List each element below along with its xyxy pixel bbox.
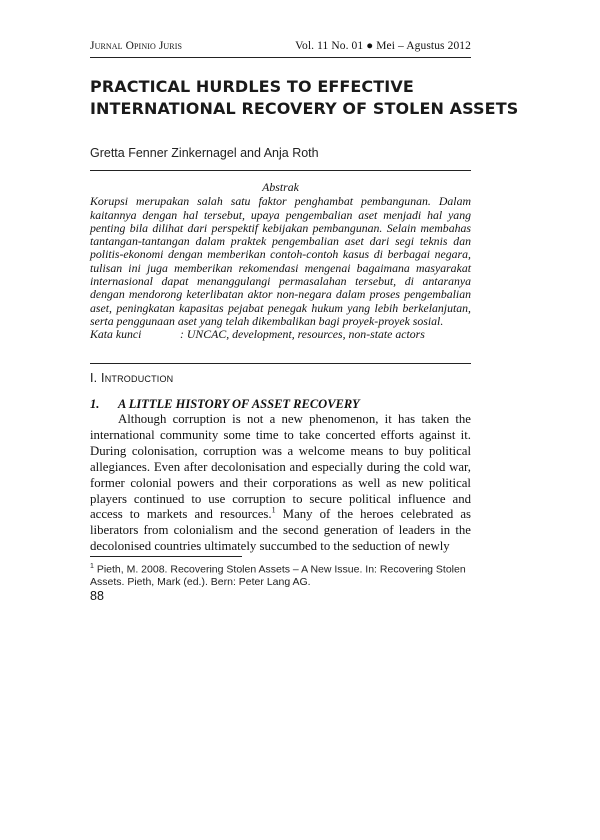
page-number: 88: [90, 589, 104, 603]
issue-info: Vol. 11 No. 01 ● Mei – Agustus 2012: [295, 40, 471, 52]
keywords-list: : UNCAC, development, resources, non-state actors: [180, 327, 425, 342]
paragraph-text-2: Many of the heroes celebrated as liberators from colonialism and the second generation of leaders in the decolonised countries ultimately succumbed to the seduction of newly: [90, 507, 471, 554]
body-paragraph: [90, 412, 471, 555]
abstract-rule: [90, 170, 471, 171]
title-line-2: INTERNATIONAL RECOVERY OF STOLEN ASSETS: [90, 99, 519, 118]
section-heading: I. Introduction: [90, 371, 174, 385]
footnote-rule: [90, 556, 242, 557]
keywords-label: Kata kunci: [90, 327, 142, 342]
abstract-body: Korupsi merupakan salah satu faktor penghambat pembangunan. Dalam kaitannya dengan hal tersebut, upaya pengembalian aset menjadi hal yang penting bila dilihat dari perspektif kebijakan pembangunan. Selain membahas tantangan-tantangan dalam praktek pengembalian aset dari segi teknis dan politis-ekonomi dengan memberikan contoh-contoh kasus di berbagai negara, tulisan ini juga memberikan rekomendasi mengenai bagaimana masyarakat internasional dapat menanggulangi permasalahan tersebut, di antaranya dengan mendorong keterlibatan aktor non-negara dalam proses pengembalian aset, peningkatan kapasitas pejabat penegak hukum yang lebih berkelanjutan, serta penggunaan aset yang telah dikembalikan bagi proyek-proyek sosial.: [90, 194, 471, 328]
footnote: [90, 561, 485, 589]
subsection-number: 1.: [90, 397, 100, 411]
authors: Gretta Fenner Zinkernagel and Anja Roth: [90, 146, 319, 160]
subsection-title: A LITTLE HISTORY OF ASSET RECOVERY: [118, 397, 360, 411]
paragraph-text-1: Although corruption is not a new phenomenon, it has taken the international community some time to take concerted efforts against it. During colonisation, corruption was a welcome means to buy political allegiances. Even after decolonisation and especially during the cold war, former colonial powers and their corporations as well as new political players continued to use corruption to secure political influence and access to markets and resources.: [90, 412, 471, 522]
abstract: [90, 181, 471, 342]
article-title: [90, 76, 519, 120]
footnote-text: Pieth, M. 2008. Recovering Stolen Assets – A New Issue. In: Recovering Stolen Assets. Pieth, Mark (ed.). Bern: Peter Lang AG.: [90, 563, 466, 588]
title-line-1: PRACTICAL HURDLES TO EFFECTIVE: [90, 77, 414, 96]
section-rule: [90, 363, 471, 364]
abstract-heading: Abstrak: [262, 180, 299, 194]
journal-name: Jurnal Opinio Juris: [90, 40, 183, 52]
keywords: [90, 328, 471, 341]
header-rule: [90, 57, 471, 58]
footnote-mark: 1: [90, 563, 94, 570]
subsection-heading: [90, 397, 360, 412]
running-header: [90, 40, 471, 52]
footnote-reference[interactable]: 1: [271, 506, 276, 516]
